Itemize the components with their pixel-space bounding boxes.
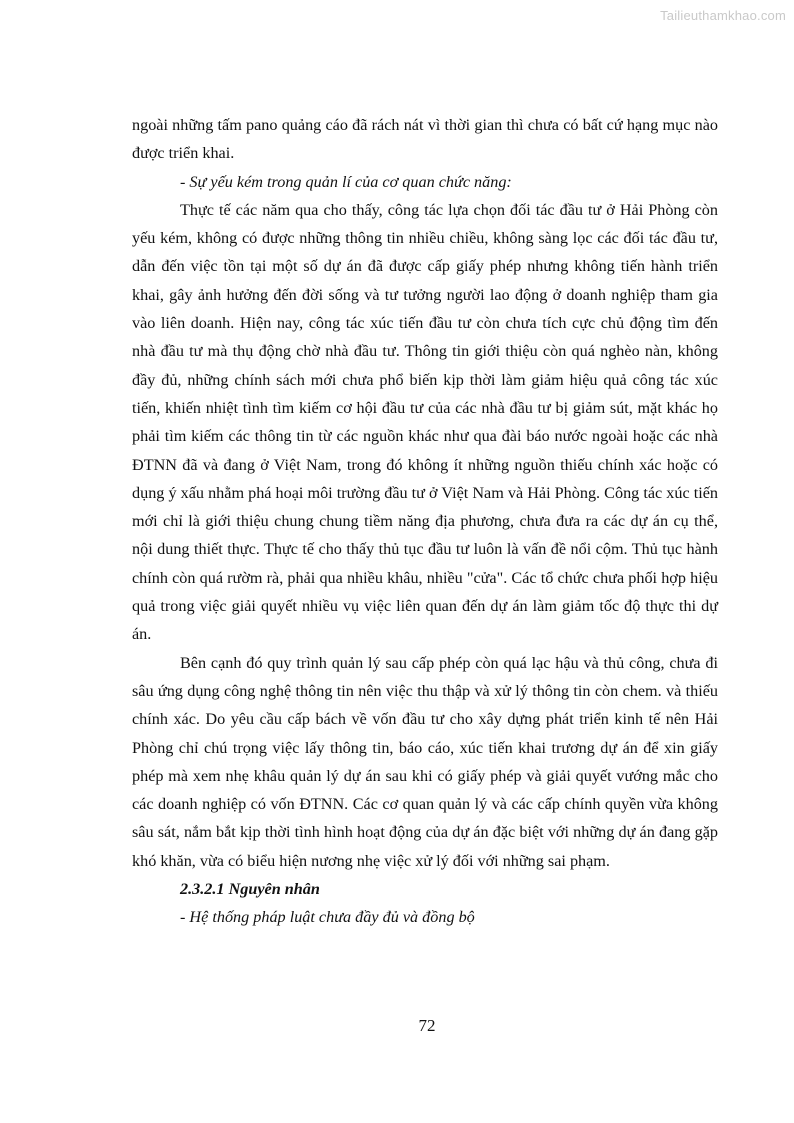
paragraph-post-licensing: Bên cạnh đó quy trình quản lý sau cấp phép còn quá lạc hậu và thủ công, chưa đi sâu ứng dụng công nghệ thông tin nên việc thu thập và xử lý thông tin còn chem. và thiếu chính xác. Do yêu cầu cấp bách về vốn đầu tư cho xây dựng phát triển kinh tế nên Hải Phòng chỉ chú trọng việc lấy thông tin, báo cáo, xúc tiến khai trương dự án để xin giấy phép mà xem nhẹ khâu quản lý dự án sau khi có giấy phép và giải quyết vướng mắc cho các doanh nghiệp có vốn ĐTNN. Các cơ quan quản lý và các cấp chính quyền vừa không sâu sát, nắm bắt kịp thời tình hình hoạt động của dự án đặc biệt với những dự án đang gặp khó khăn, vừa có biểu hiện nương nhẹ việc xử lý đối với những sai phạm. (132, 653, 718, 870)
subheading-legal-system: - Hệ thống pháp luật chưa đầy đủ và đồng bộ (180, 908, 475, 927)
paragraph-continuation: ngoài những tấm pano quảng cáo đã rách nát vì thời gian thì chưa có bất cứ hạng mục nào được triển khai. (132, 116, 718, 163)
watermark: Tailieuthamkhao.com (660, 8, 786, 23)
document-body (132, 111, 718, 932)
page-number: 72 (418, 1016, 436, 1035)
section-heading-causes: 2.3.2.1 Nguyên nhân (180, 880, 320, 899)
paragraph-partner-selection: Thực tế các năm qua cho thấy, công tác lựa chọn đối tác đầu tư ở Hải Phòng còn yếu kém, không có được những thông tin nhiều chiều, không sàng lọc các đối tác đầu tư, dẫn đến việc tồn tại một số dự án đã được cấp giấy phép nhưng không tiến hành triển khai, gây ảnh hưởng đến đời sống và tư tưởng người lao động ở doanh nghiệp tham gia vào liên doanh. Hiện nay, công tác xúc tiến đầu tư còn chưa tích cực chủ động tìm đến nhà đầu tư mà thụ động chờ nhà đầu tư. Thông tin giới thiệu còn quá nghèo nàn, không đầy đủ, những chính sách mới chưa phổ biến kịp thời làm giảm hiệu quả công tác xúc tiến, khiến nhiệt tình tìm kiếm cơ hội đầu tư của các nhà đầu tư bị giảm sút, mặt khác họ phải tìm kiếm các thông tin từ các nguồn khác như qua đài báo nước ngoài hoặc các nhà ĐTNN đã và đang ở Việt Nam, trong đó không ít những nguồn thiếu chính xác hoặc có dụng ý xấu nhằm phá hoại môi trường đầu tư ở Việt Nam và Hải Phòng. Công tác xúc tiến mới chỉ là giới thiệu chung chung tiềm năng địa phương, chưa đưa ra các dự án cụ thể, nội dung thiết thực. Thực tế cho thấy thủ tục đầu tư luôn là vấn đề nổi cộm. Thủ tục hành chính còn quá rườm rà, phải qua nhiều khâu, nhiều "cửa". Các tổ chức chưa phối hợp hiệu quả trong việc giải quyết nhiều vụ việc liên quan đến dự án làm giảm tốc độ thực thi dự án. (132, 200, 718, 644)
subheading-management-weakness: - Sự yếu kém trong quản lí của cơ quan chức năng: (180, 172, 512, 191)
